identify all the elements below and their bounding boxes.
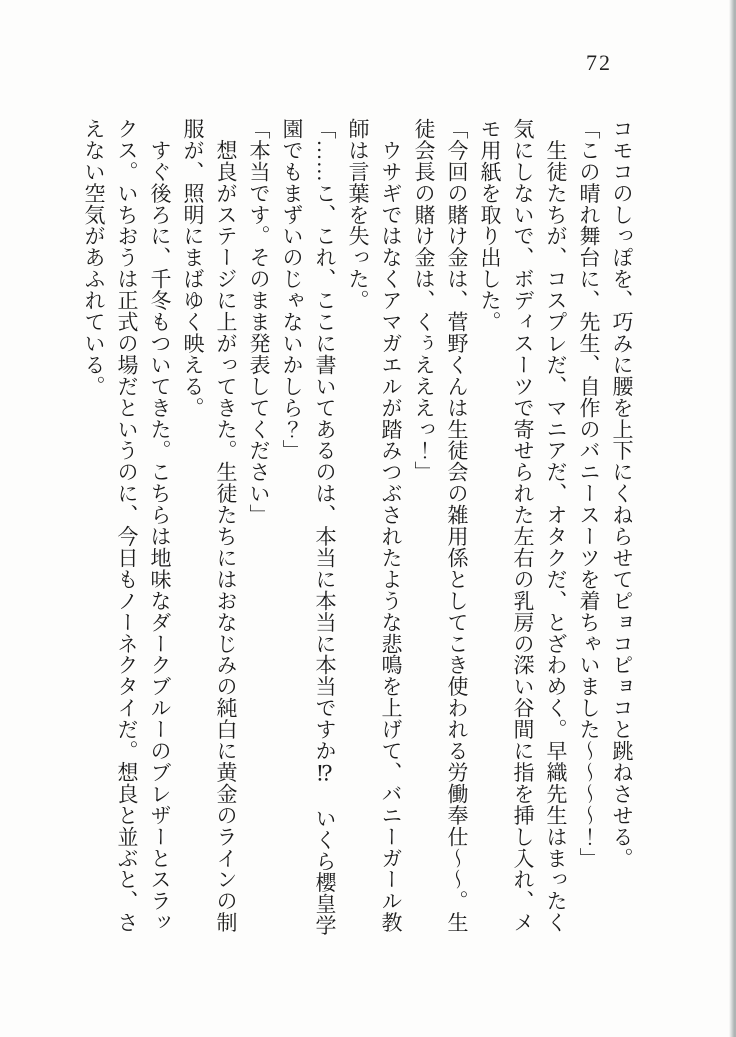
text-line: 気にしないで、ボディスーツで寄せられた左右の乳房の深い谷間に指を挿し入れ、メ	[511, 118, 535, 934]
text-line: 生徒たちが、コスプレだ、マニアだ、オタクだ、とざわめく。早織先生はまったく	[544, 118, 568, 934]
text-line: 師は言葉を失った。	[346, 118, 370, 312]
text-line: えない空気があふれている。	[82, 118, 106, 397]
text-line: すぐ後ろに、千冬もついてきた。こちらは地味なダークブルーのブレザーとスラッ	[148, 118, 172, 934]
page-number: 72	[586, 50, 612, 75]
text-line: 服が、照明にまばゆく映える。	[181, 118, 205, 419]
text-line: 徒会長の賭け金は、くぅえええっ！」	[412, 118, 436, 483]
text-line: クス。いちおうは正式の場だというのに、今日もノーネクタイだ。想良と並ぶと、さ	[115, 118, 139, 934]
text-line: 「この晴れ舞台に、先生、自作のバニースーツを着ちゃいました～～～～！」	[577, 118, 601, 869]
text-line: コモコのしっぽを、巧みに腰を上下にくねらせてピョコピョコと跳ねさせる。	[610, 118, 634, 869]
text-line: 園でもまずいのじゃないかしら？」	[280, 118, 304, 462]
text-line: ウサギではなくアマガエルが踏みつぶされたような悲鳴を上げて、バニーガール教	[379, 118, 403, 934]
text-line: 「……こ、これ、ここに書いてあるのは、本当に本当に本当ですか⁉ いくら櫻皇学	[313, 118, 337, 937]
text-line: モ用紙を取り出した。	[478, 118, 502, 333]
vertical-text-block	[77, 118, 638, 950]
text-line: 「本当です。そのまま発表してください」	[247, 118, 271, 526]
text-line: 想良がステージに上がってきた。生徒たちにはおなじみの純白に黄金のラインの制	[214, 118, 238, 934]
text-line: 「今回の賭け金は、菅野くんは生徒会の雑用係としてこき使われる労働奉仕～～。生	[445, 118, 469, 934]
page-edge-shading	[729, 0, 736, 1037]
